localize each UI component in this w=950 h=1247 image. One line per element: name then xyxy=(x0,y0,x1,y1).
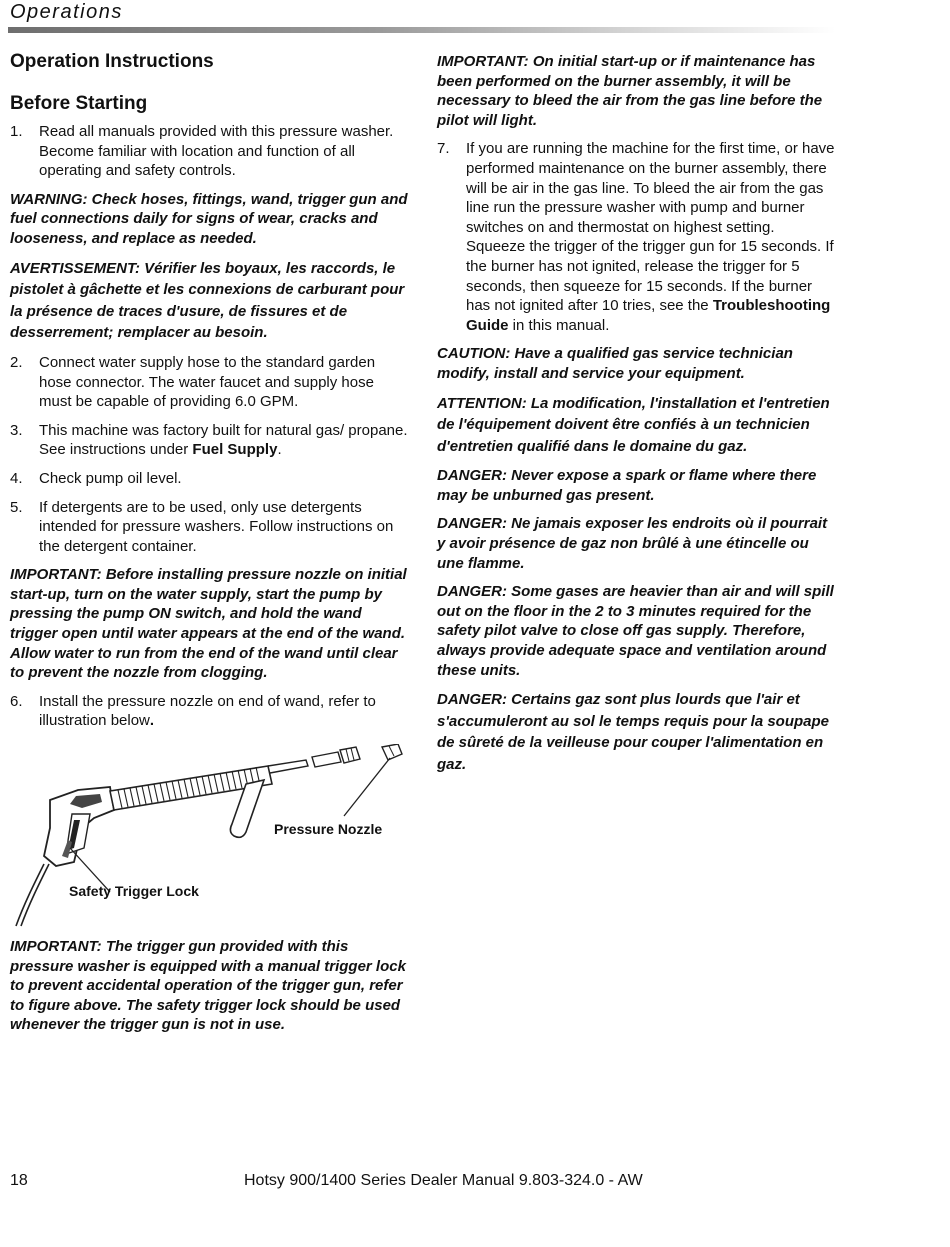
trigger-gun-illustration xyxy=(10,744,410,930)
left-column xyxy=(10,48,410,1044)
important-trigger-lock-note: IMPORTANT: The trigger gun provided with this pressure washer is equipped with a manual trigger lock to prevent accidental operation of the trigger gun, refer to figure above. The safety trigger lock should be used whenever the trigger gun is not in use. xyxy=(10,938,406,1034)
step-text: Read all manuals provided with this pressure washer. Become familiar with location and function of all operating and safety controls. xyxy=(39,123,394,180)
label-pressure-nozzle: Pressure Nozzle xyxy=(274,821,383,838)
header-rule xyxy=(8,27,836,33)
step-4 xyxy=(10,469,410,489)
avertissement-note: AVERTISSEMENT: Vérifier les boyaux, les raccords, le pistolet à gâchette et les connexions de carburant pour la présence de traces d'usure, de fissures et de desserrement; remplacer au besoin. xyxy=(10,259,405,342)
step-text xyxy=(39,421,410,460)
step-text xyxy=(466,139,837,335)
step-3 xyxy=(10,421,410,460)
warning-note: WARNING: Check hoses, fittings, wand, trigger gun and fuel connections daily for signs of wear, cracks and looseness, and replace as needed. xyxy=(10,190,408,247)
manual-title: Hotsy 900/1400 Series Dealer Manual 9.803-324.0 - AW xyxy=(244,1172,643,1189)
step-number: 5. xyxy=(10,498,23,516)
danger-spark-note: DANGER: Never expose a spark or flame where there may be unburned gas present. xyxy=(437,467,817,504)
caution-note: CAUTION: Have a qualified gas service technician modify, install and service your equipment. xyxy=(437,345,793,382)
label-safety-trigger-lock: Safety Trigger Lock xyxy=(69,883,199,900)
danger-etincelle-note: DANGER: Ne jamais exposer les endroits où il pourrait y avoir présence de gaz non brûlé à une étincelle ou une flamme. xyxy=(437,515,828,572)
step-number: 2. xyxy=(10,353,23,371)
heading-before-starting: Before Starting xyxy=(10,93,148,114)
step-text-part: in this manual. xyxy=(508,316,610,334)
step-text-part: Install the pressure nozzle on end of wand, refer to illustration below xyxy=(39,692,376,730)
step-text-part: This machine was factory built for natural gas/ propane. See instructions under xyxy=(39,421,408,459)
attention-note: ATTENTION: La modification, l'installation et l'entretien de l'équipement doivent être confiés à un technicien d'entretien qualifié dans le domaine du gaz. xyxy=(437,394,830,455)
section-title: Operations xyxy=(10,1,123,23)
step-text-part: If you are running the machine for the first time, or have performed maintenance on the burner assembly, there will be air in the gas line. To bleed the air from the gas line run the pressure washer with pump and burner switches on and thermostat on highest setting. Squeeze the trigger of the trigger gun for 15 seconds. If the burner has not ignited, release the trigger for 5 seconds, then squeeze for 15 seconds. If the burner has not ignited after 10 tries, see the xyxy=(466,140,835,315)
step-6 xyxy=(10,692,410,731)
troubleshooting-guide-reference: Troubleshooting Guide xyxy=(466,297,831,334)
right-column xyxy=(437,48,837,785)
step-number: 3. xyxy=(10,421,23,439)
step-5 xyxy=(10,498,410,557)
step-number: 1. xyxy=(10,123,23,140)
step-number: 7. xyxy=(437,140,450,158)
step-text-part: . xyxy=(277,441,282,459)
step-number: 4. xyxy=(10,469,23,487)
step-text xyxy=(39,692,410,731)
page-number: 18 xyxy=(10,1172,28,1189)
fuel-supply-reference: Fuel Supply xyxy=(192,441,278,459)
step-text: Check pump oil level. xyxy=(39,469,182,487)
danger-heavier-gases-note: DANGER: Some gases are heavier than air and will spill out on the floor in the 2 to 3 minutes required for the safety pilot valve to close off gas supply. Therefore, always provide adequate space and ventilation around these units. xyxy=(437,583,834,679)
step-7 xyxy=(437,139,837,335)
step-2 xyxy=(10,353,410,412)
important-nozzle-note: IMPORTANT: Before installing pressure nozzle on initial start-up, turn on the water supply, start the pump by pressing the pump ON switch, and hold the wand trigger open until water appears at the end of the wand. Allow water to run from the end of the wand until clear to prevent the nozzle from clogging. xyxy=(10,566,407,682)
danger-gaz-lourds-note: DANGER: Certains gaz sont plus lourds que l'air et s'accumuleront au sol le temps requis pour la soupape de sûreté de la veilleuse pour couper l'alimentation en gaz. xyxy=(437,691,829,773)
step-1 xyxy=(10,122,410,181)
step-text: If detergents are to be used, only use detergents intended for pressure washers. Follow instructions on the detergent container. xyxy=(39,498,394,555)
important-bleed-air-note: IMPORTANT: On initial start-up or if maintenance has been performed on the burner assembly, it will be necessary to bleed the air from the gas line before the pilot will light. xyxy=(437,53,823,129)
step-text-part: . xyxy=(149,712,155,730)
step-text: Connect water supply hose to the standard garden hose connector. The water faucet and supply hose must be capable of providing 6.0 GPM. xyxy=(39,353,376,411)
step-number: 6. xyxy=(10,692,23,710)
heading-operation-instructions: Operation Instructions xyxy=(10,51,214,72)
